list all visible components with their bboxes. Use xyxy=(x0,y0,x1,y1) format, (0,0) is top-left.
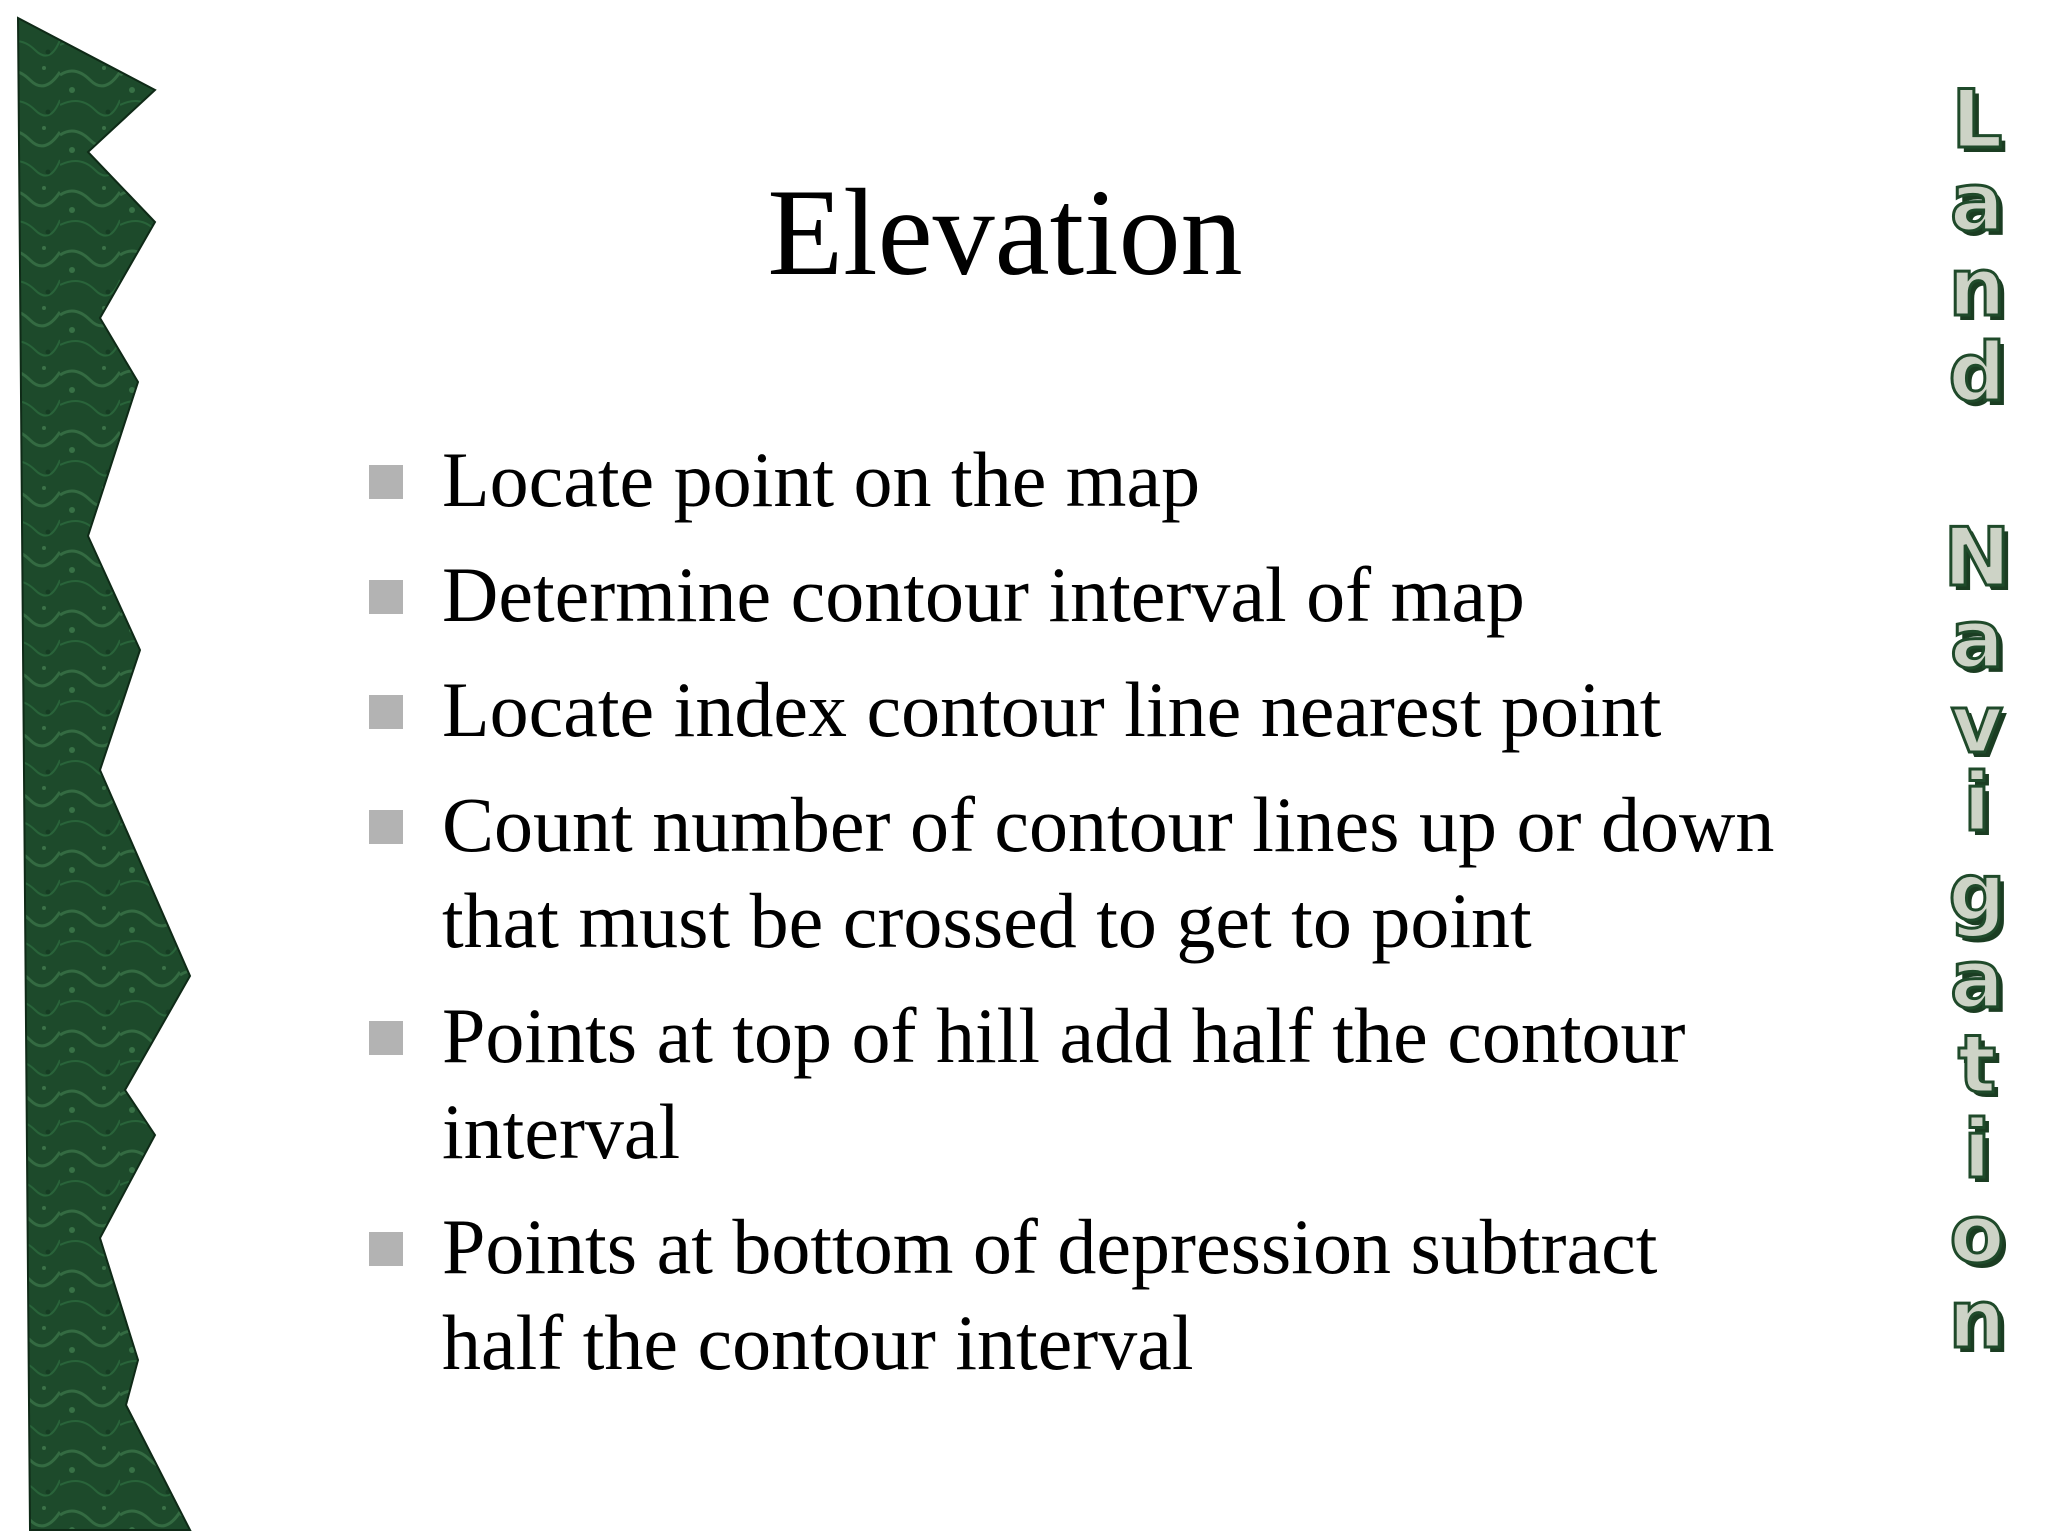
bullet-text: Points at top of hill add half the contour interval xyxy=(442,992,1686,1175)
bullet-item xyxy=(367,988,1787,1180)
bullet-item xyxy=(367,547,1787,643)
bullet-item xyxy=(367,777,1787,969)
bullet-text: Locate point on the map xyxy=(442,436,1201,523)
bullet-item xyxy=(367,432,1787,528)
bullet-text: Points at bottom of depression subtract half the contour interval xyxy=(442,1203,1658,1386)
vertical-letter: a xyxy=(1950,156,2004,249)
vertical-letter: a xyxy=(1950,933,2004,1026)
vertical-letter: g xyxy=(1948,846,2006,939)
vertical-letter: d xyxy=(1948,326,2006,419)
square-bullet-icon xyxy=(369,465,403,499)
vertical-title-land-navigation xyxy=(1912,73,2042,1400)
bullet-item xyxy=(367,662,1787,758)
bullet-text: Locate index contour line nearest point xyxy=(442,666,1662,753)
bullet-list xyxy=(367,432,1787,1410)
square-bullet-icon xyxy=(369,1021,403,1055)
square-bullet-icon xyxy=(369,695,403,729)
bullet-text: Determine contour interval of map xyxy=(442,551,1525,638)
vertical-letter: o xyxy=(1949,1188,2005,1281)
vertical-letter: L xyxy=(1951,73,2003,166)
vertical-letter: t xyxy=(1957,1018,1997,1111)
bullet-item xyxy=(367,1199,1787,1391)
bullet-text: Count number of contour lines up or down that must be crossed to get to point xyxy=(442,781,1775,964)
slide-title: Elevation xyxy=(767,164,1243,301)
vertical-letter: n xyxy=(1948,241,2006,334)
vertical-letter: v xyxy=(1950,678,2004,771)
vertical-letter: a xyxy=(1950,593,2004,686)
vertical-letter: n xyxy=(1948,1273,2006,1366)
vertical-letter: i xyxy=(1963,1103,1991,1196)
square-bullet-icon xyxy=(369,810,403,844)
square-bullet-icon xyxy=(369,580,403,614)
vertical-letter: i xyxy=(1963,756,1991,849)
square-bullet-icon xyxy=(369,1232,403,1266)
vertical-letter: N xyxy=(1943,511,2011,604)
